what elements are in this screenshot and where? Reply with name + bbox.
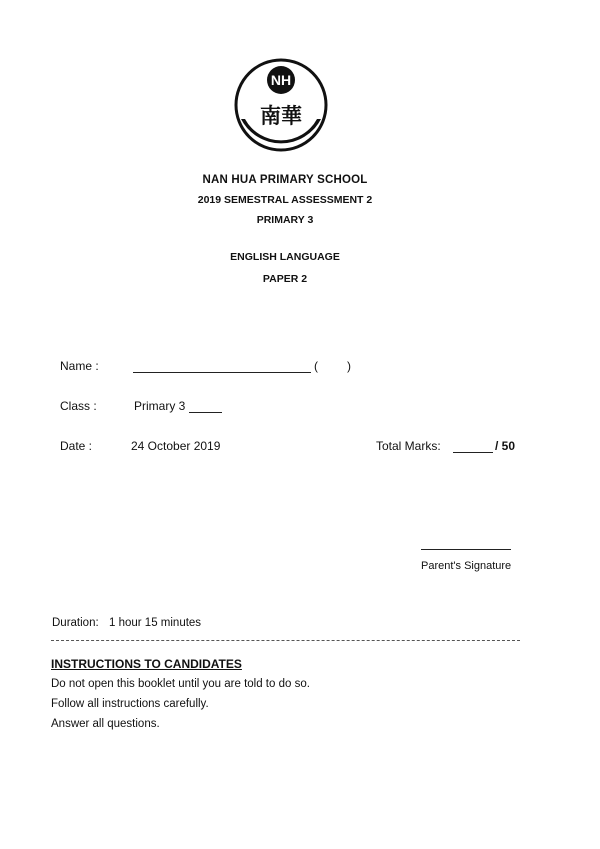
total-marks-out-of: / 50 [495,439,516,453]
name-paren-open: ( [314,359,318,373]
level-title: PRIMARY 3 [256,214,314,226]
assessment-title: 2019 SEMESTRAL ASSESSMENT 2 [197,194,373,206]
instruction-item: Do not open this booklet until you are told to do so. [51,678,310,690]
school-logo [233,57,329,153]
logo-monogram: NH [270,72,292,88]
section-divider [51,640,520,641]
duration-value: 1 hour 15 minutes [109,617,202,629]
total-marks-label: Total Marks: [376,439,441,453]
subject-title: ENGLISH LANGUAGE [230,251,340,263]
class-label: Class : [60,399,97,413]
school-name: NAN HUA PRIMARY SCHOOL [202,174,368,186]
school-logo-emblem [233,57,329,153]
class-value: Primary 3 [134,399,186,413]
paper-title: PAPER 2 [262,273,308,285]
date-label: Date : [60,439,93,453]
instruction-item: Answer all questions. [51,718,160,730]
signature-label: Parent's Signature [421,560,512,572]
instruction-item: Follow all instructions carefully. [51,698,209,710]
name-field-line[interactable] [133,372,311,373]
name-paren-close: ) [347,359,351,373]
class-field-line[interactable] [189,412,222,413]
instructions-heading: INSTRUCTIONS TO CANDIDATES [51,657,242,671]
name-label: Name : [60,359,99,373]
logo-chinese-text: 南華 [260,104,302,128]
date-value: 24 October 2019 [131,439,221,453]
signature-line[interactable] [421,549,511,550]
total-marks-field-line[interactable] [453,452,493,453]
duration-label: Duration: [52,617,99,629]
